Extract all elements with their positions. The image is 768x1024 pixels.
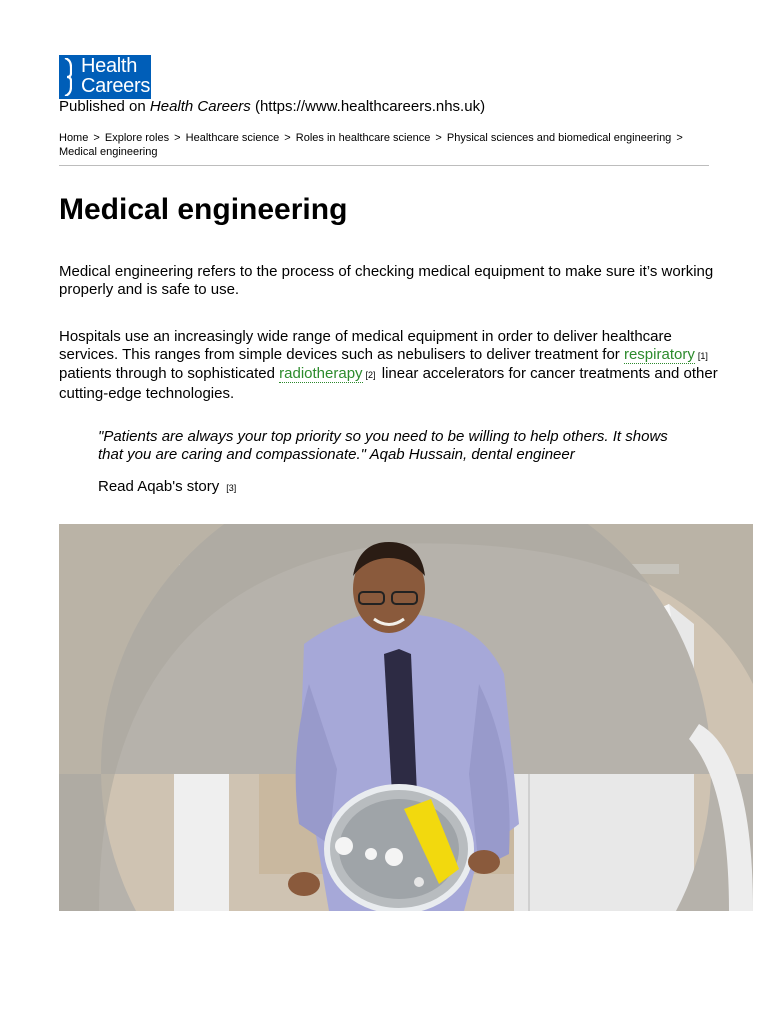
- logo-text: [81, 56, 150, 96]
- body-paragraph: [59, 328, 719, 402]
- page-title: Medical engineering: [59, 193, 348, 226]
- logo-line-2: Careers: [81, 75, 151, 97]
- health-careers-logo[interactable]: [59, 55, 151, 99]
- reference-marker-2: [2]: [365, 370, 376, 381]
- breadcrumb-home[interactable]: Home: [59, 132, 89, 144]
- logo-line-1: Health: [81, 55, 138, 77]
- breadcrumb-separator: >: [284, 132, 291, 144]
- breadcrumb-explore-roles[interactable]: Explore roles: [104, 132, 170, 144]
- person-left-hand: [288, 872, 320, 896]
- body-text-3: linear accelerators for cancer treatments and other cutting-edge technologies.: [59, 365, 718, 402]
- phantom-insert: [365, 848, 377, 860]
- intro-paragraph: Medical engineering refers to the process of checking medical equipment to make sure it’s working properly and is safe to use.: [59, 263, 714, 298]
- phantom-insert: [385, 848, 403, 866]
- breadcrumb-separator: >: [93, 132, 100, 144]
- breadcrumb-healthcare-science[interactable]: Healthcare science: [185, 132, 280, 144]
- respiratory-link[interactable]: respiratory: [623, 345, 695, 363]
- published-line: [59, 98, 485, 116]
- breadcrumb-physical-sciences[interactable]: Physical sciences and biomedical engineering: [446, 132, 672, 144]
- reference-marker-3: [3]: [226, 483, 237, 493]
- body-text-1: Hospitals use an increasingly wide range of medical equipment in order to deliver healthcare services. This ranges from simple devices such as nebulisers to deliver treatment for: [59, 328, 672, 363]
- testimonial-quote: "Patients are always your top priority so you need to be willing to help others. It shows that you are caring and compassionate." Aqab Hussain, dental engineer: [98, 428, 668, 463]
- person-right-hand: [468, 850, 500, 874]
- engineer-photo: [59, 524, 753, 911]
- published-url[interactable]: (https://www.healthcareers.nhs.uk): [254, 98, 486, 115]
- phantom-insert: [335, 837, 353, 855]
- breadcrumb-roles-in-healthcare-science[interactable]: Roles in healthcare science: [295, 132, 431, 144]
- breadcrumb-separator: >: [676, 132, 683, 144]
- read-story-label[interactable]: Read Aqab's story: [98, 478, 220, 495]
- radiotherapy-link[interactable]: radiotherapy: [279, 365, 363, 383]
- breadcrumb: [59, 131, 709, 159]
- photo-illustration: [59, 524, 753, 911]
- breadcrumb-separator: >: [435, 132, 442, 144]
- reference-marker-1: [1]: [697, 350, 708, 361]
- read-story-link[interactable]: [98, 478, 238, 497]
- phantom-insert: [414, 877, 424, 887]
- body-text-2: patients through to sophisticated: [59, 365, 275, 383]
- breadcrumb-separator: >: [174, 132, 181, 144]
- published-prefix: Published on: [59, 98, 146, 115]
- published-site-name[interactable]: Health Careers: [149, 98, 251, 115]
- breadcrumb-current-page: Medical engineering: [59, 146, 158, 158]
- header-divider: [59, 165, 709, 166]
- nhs-bracket-icon: [62, 58, 72, 96]
